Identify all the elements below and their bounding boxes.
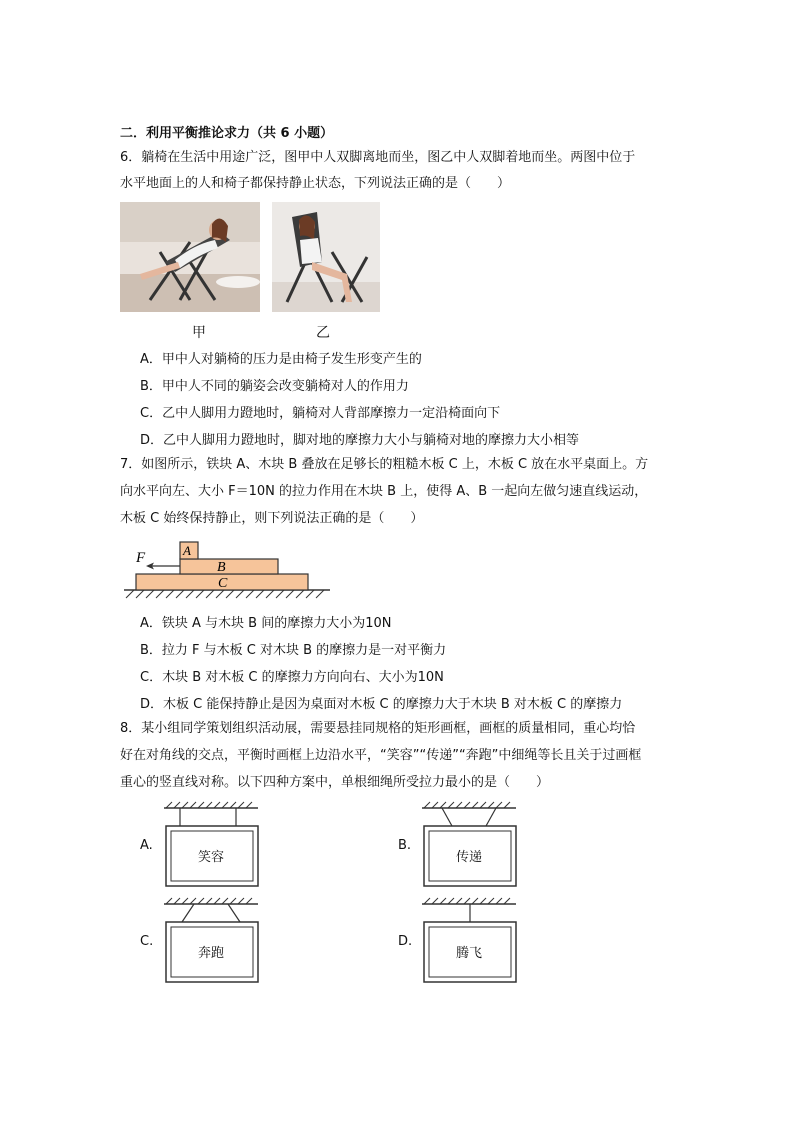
q7-stem-line1: 7．如图所示，铁块 A、木块 B 叠放在足够长的粗糙木板 C 上，木板 C 放在水平桌面上。方 — [120, 457, 649, 472]
q7-blocks-diagram — [120, 538, 335, 606]
label-a: A — [183, 543, 191, 558]
q8-frame-b-word: 传递 — [456, 850, 483, 865]
q7-option-b: B．拉力 F 与木板 C 对木块 B 的摩擦力是一对平衡力 — [140, 643, 447, 658]
q6-option-b: B．甲中人不同的躺姿会改变躺椅对人的作用力 — [140, 379, 409, 394]
q8-frame-c — [160, 896, 264, 986]
q7-stem-line3: 木板 C 始终保持静止，则下列说法正确的是（ ） — [120, 511, 424, 526]
q6-option-a: A．甲中人对躺椅的压力是由椅子发生形变产生的 — [140, 352, 422, 367]
q8-frame-c-word: 奔跑 — [198, 946, 225, 961]
q8-letter-a: A. — [140, 838, 153, 853]
q6-option-d: D．乙中人脚用力蹬地时，脚对地的摩擦力大小与躺椅对地的摩擦力大小相等 — [140, 433, 580, 448]
q8-letter-b: B. — [398, 838, 412, 853]
q8-frame-a-word: 笑容 — [198, 850, 225, 865]
q7-option-c: C．木块 B 对木板 C 的摩擦力方向向右、大小为10N — [140, 670, 444, 685]
photo-recliner-yi — [272, 202, 380, 312]
q8-frame-a — [160, 800, 264, 890]
q6-option-c: C．乙中人脚用力蹬地时，躺椅对人背部摩擦力一定沿椅面向下 — [140, 406, 501, 421]
q7-option-d: D．木板 C 能保持静止是因为桌面对木板 C 的摩擦力大于木块 B 对木板 C 的摩擦力 — [140, 697, 623, 712]
q7-stem-line2: 向水平向左、大小 F＝10N 的拉力作用在木块 B 上，使得 A、B 一起向左做匀速直线运动， — [120, 484, 648, 499]
caption-yi: 乙 — [316, 325, 330, 341]
q8-frame-b — [418, 800, 522, 890]
q6-stem-line2: 水平地面上的人和椅子都保持静止状态，下列说法正确的是（ ） — [120, 176, 511, 191]
label-c: C — [218, 576, 228, 591]
q8-letter-c: C. — [140, 934, 154, 949]
q7-option-a: A．铁块 A 与木块 B 间的摩擦力大小为10N — [140, 616, 392, 631]
caption-jia: 甲 — [192, 325, 206, 341]
photo-recliner-jia — [120, 202, 260, 312]
table-hatching — [126, 590, 324, 598]
q6-stem-line1: 6．躺椅在生活中用途广泛，图甲中人双脚离地而坐，图乙中人双脚着地而坐。两图中位于 — [120, 150, 636, 165]
q8-frame-d-word: 腾飞 — [456, 946, 483, 961]
label-b: B — [217, 560, 226, 575]
section-title: 二．利用平衡推论求力（共 6 小题） — [120, 126, 334, 141]
q8-stem-line2: 好在对角线的交点，平衡时画框上边沿水平，“笑容”“传递”“奔跑”中细绳等长且关于过画框 — [120, 748, 642, 763]
q8-stem-line1: 8．某小组同学策划组织活动展，需要悬挂同规格的矩形画框，画框的质量相同，重心均恰 — [120, 721, 636, 736]
q8-frame-d — [418, 896, 522, 986]
q8-letter-d: D. — [398, 934, 413, 949]
label-f: F — [136, 550, 146, 566]
block-b — [180, 559, 278, 574]
q8-stem-line3: 重心的竖直线对称。以下四种方案中，单根细绳所受拉力最小的是（ ） — [120, 775, 550, 790]
